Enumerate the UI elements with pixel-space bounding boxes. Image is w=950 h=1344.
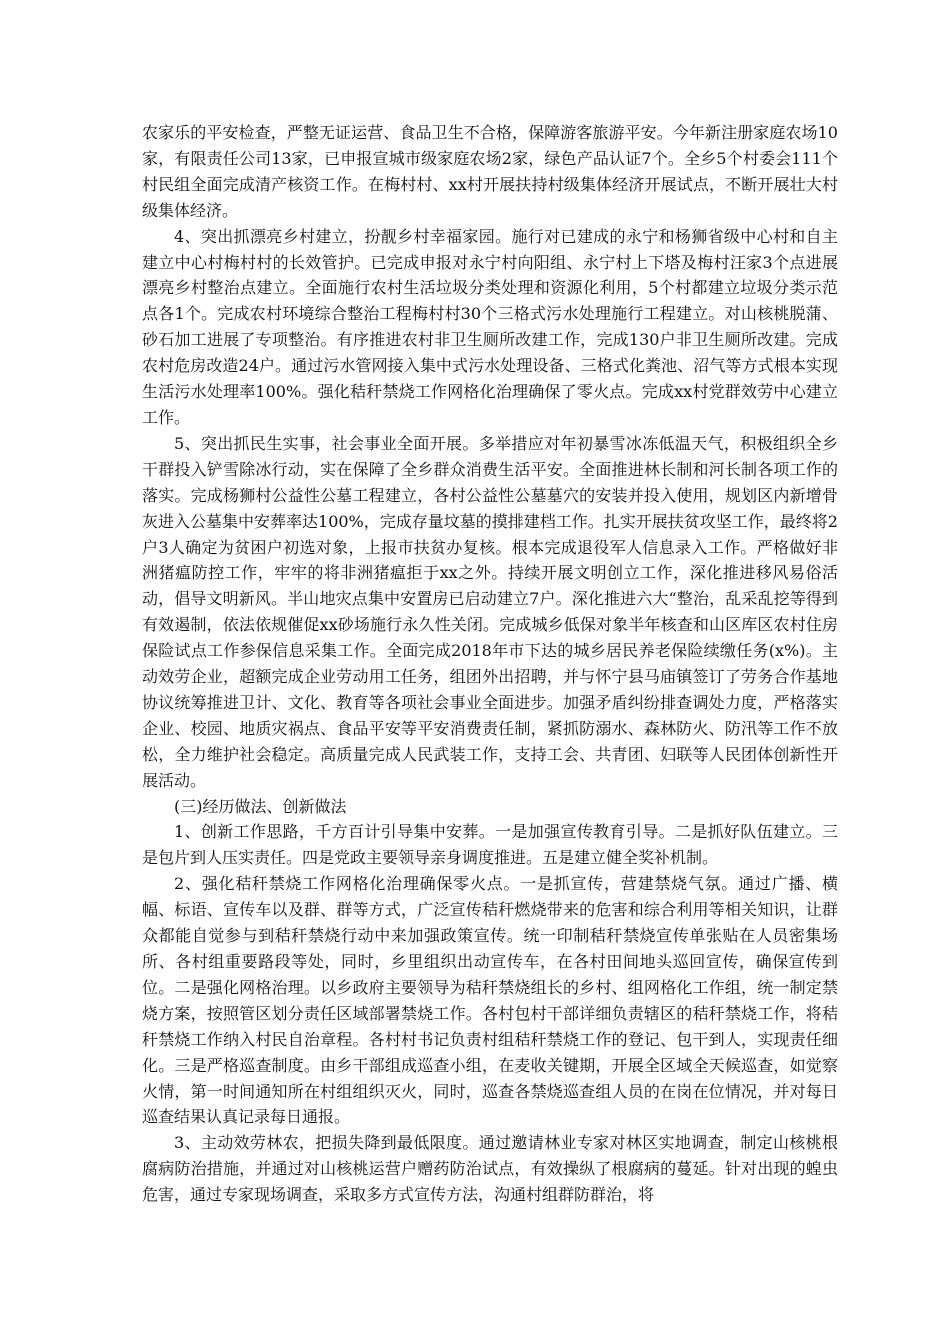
document-body: [142, 120, 838, 1208]
paragraph-straw-burning-ban: 2、强化秸秆禁烧工作网格化治理确保零火点。一是抓宣传，营建禁烧气氛。通过广播、横幅、标语、宣传车以及群、群等方式，广泛宣传秸秆燃烧带来的危害和综合利用等相关知识，让群众都能自觉参与到秸秆禁烧行动中来加强政策宣传。统一印制秸秆禁烧宣传单张贴在人员密集场所、各村组重要路段等处，同时，乡里组织出动宣传车，在各村田间地头巡回宣传，确保宣传到位。二是强化网格治理。以乡政府主要领导为秸秆禁烧组长的乡村、组网格化工作组，统一制定禁烧方案，按照管区划分责任区域部署禁烧工作。各村包村干部详细负责辖区的秸秆禁烧工作，将秸秆禁烧工作纳入村民自治章程。各村村书记负责村组秸秆禁烧工作的登记、包干到人，实现责任细化。三是严格巡查制度。由乡干部组成巡查小组，在麦收关键期，开展全区域全天候巡查，如觉察火情，第一时间通知所在村组组织灭火，同时，巡查各禁烧巡查组人员的在岗在位情况，并对每日巡查结果认真记录每日通报。: [142, 874, 838, 1127]
paragraph-farm-stats: 农家乐的平安检查，严整无证运营、食品卫生不合格，保障游客旅游平安。今年新注册家庭农场10家，有限责任公司13家，已申报宣城市级家庭农场2家，绿色产品认证7个。全乡5个村委会111个村民组全面完成清产核资工作。在梅村村、xx村开展扶持村级集体经济开展试点，不断开展壮大村级集体经济。: [142, 123, 838, 220]
paragraph-forestry-service: 3、主动效劳林农，把损失降到最低限度。通过邀请林业专家对林区实地调查，制定山核桃根腐病防治措施，并通过对山核桃运营户赠药防治试点，有效操纵了根腐病的蔓延。针对出现的蝗虫危害，通过专家现场调查，采取多方式宣传方法，沟通村组群防群治，将: [142, 1133, 838, 1205]
paragraph-burial-reform: 1、创新工作思路，千方百计引导集中安葬。一是加强宣传教育引导。二是抓好队伍建立。三是包片到人压实责任。四是党政主要领导亲身调度推进。五是建立健全奖补机制。: [142, 822, 838, 868]
paragraph-beautiful-village: 4、突出抓漂亮乡村建立，扮靓乡村幸福家园。施行对已建成的永宁和杨狮省级中心村和自主建立中心村梅村村的长效管护。已完成申报对永宁村向阳组、永宁村上下塔及梅村汪家3个点进展漂亮乡村整治点建立。全面施行农村生活垃圾分类处理和资源化利用，5个村都建立垃圾分类示范点各1个。完成农村环境综合整治工程梅村村30个三格式污水处理施行工程建立。对山核桃脱蒲、砂石加工进展了专项整治。有序推进农村非卫生厕所改建工作，完成130户非卫生厕所改建。完成农村危房改造24户。通过污水管网接入集中式污水处理设备、三格式化粪池、沼气等方式根本实现生活污水处理率100%。强化秸秆禁烧工作网格化治理确保了零火点。完成xx村党群效劳中心建立工作。: [142, 226, 838, 427]
paragraph-livelihood: 5、突出抓民生实事，社会事业全面开展。多举措应对年初暴雪冰冻低温天气，积极组织全乡干群投入铲雪除冰行动，实在保障了全乡群众消费生活平安。全面推进林长制和河长制各项工作的落实。完成杨狮村公益性公墓工程建立，各村公益性公墓墓穴的安装并投入使用，规划区内新增骨灰进入公墓集中安葬率达100%，完成存量坟墓的摸排建档工作。扎实开展扶贫攻坚工作，最终将2户3人确定为贫困户初选对象，上报市扶贫办复核。根本完成退役军人信息录入工作。严格做好非洲猪瘟防控工作，牢牢的将非洲猪瘟拒于xx之外。持续开展文明创立工作，深化推进移风易俗活动，倡导文明新风。半山地灾点集中安置房已启动建立7户。深化推进六大“整治，乱采乱挖等得到有效遏制，依法依规催促xx砂场施行永久性关闭。完成城乡低保对象半年核查和山区库区农村住房保险试点工作参保信息采集工作。全面完成2018年市下达的城乡居民养老保险续缴任务(x%)。主动效劳企业，超额完成企业劳动用工任务，组团外出招聘，并与怀宁县马庙镇签订了劳务合作基地协议统筹推进卫计、文化、教育等各项社会事业全面进步。加强矛盾纠纷排查调处力度，严格落实企业、校园、地质灾祸点、食品平安等平安消费责任制，紧抓防溺水、森林防火、防汛等工作不放松，全力维护社会稳定。高质量完成人民武装工作，支持工会、共青团、妇联等人民团体创新性开展活动。: [142, 433, 838, 790]
section-heading-experience: (三)经历做法、创新做法: [174, 796, 347, 816]
